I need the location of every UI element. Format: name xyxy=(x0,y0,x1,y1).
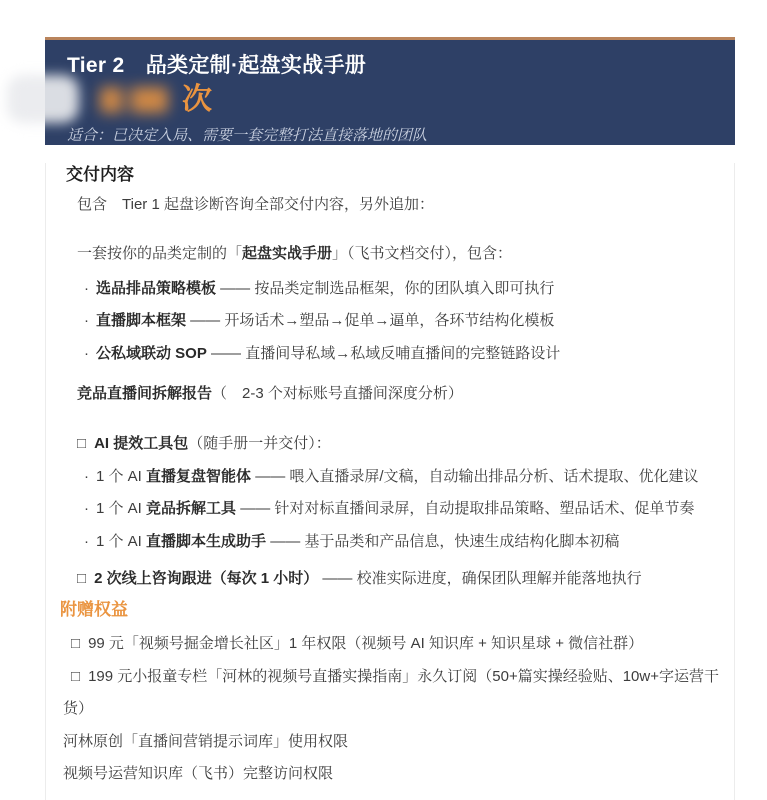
ai-toolkit-post: （随手册一并交付）： xyxy=(188,435,331,452)
bonus-item xyxy=(46,628,734,660)
bullet-icon: · xyxy=(84,280,89,297)
deliverables-heading: 交付内容 xyxy=(66,165,134,184)
bonus-item-text: 河林原创「直播间营销提示词库」使用权限 xyxy=(63,733,349,750)
competitor-report-desc: （ 2-3 个对标账号直播间深度分析） xyxy=(212,385,463,402)
ai-item xyxy=(46,493,734,525)
manual-item-name: 公私域联动 SOP xyxy=(96,345,207,362)
bonus-item-text: 199 元小报童专栏「河林的视频号直播实操指南」永久订阅（50+篇实操经验贴、10w+字运营干货） xyxy=(63,668,719,717)
checkbox-icon: □ xyxy=(77,435,87,452)
redaction-blur-blob xyxy=(7,75,79,123)
manual-item-desc: —— 直播间导私域→私域反哺直播间的完整链路设计 xyxy=(206,345,561,362)
bullet-icon: · xyxy=(84,312,89,329)
bonus-item xyxy=(46,758,734,790)
ai-item-name: 直播复盘智能体 xyxy=(146,468,252,485)
manual-item-desc: —— 按品类定制选品框架，你的团队填入即可执行 xyxy=(216,280,555,297)
manual-item xyxy=(46,273,734,305)
bullet-icon: · xyxy=(84,345,89,362)
competitor-report-name: 竞品直播间拆解报告 xyxy=(77,385,213,402)
manual-lead-post: 」（飞书文档交付），包含： xyxy=(332,245,513,262)
manual-item xyxy=(46,305,734,337)
price-row xyxy=(67,83,713,117)
ai-item-name: 直播脚本生成助手 xyxy=(146,533,267,550)
manual-lead xyxy=(46,238,734,270)
bonus-item-text: 99 元「视频号掘金增长社区」1 年权限（视频号 AI 知识库 + 知识星球 + 微信社群） xyxy=(88,635,644,652)
checkbox-icon: □ xyxy=(71,668,81,685)
ai-item-desc: —— 针对对标直播间录屏，自动提取排品策略、塑品话术、促单节奏 xyxy=(236,500,695,517)
bonus-heading: 附赠权益 xyxy=(60,600,128,619)
ai-toolkit-name: AI 提效工具包 xyxy=(94,435,189,452)
followup-item xyxy=(46,563,734,595)
ai-item-pre: 1 个 AI xyxy=(96,533,147,550)
bullet-icon: · xyxy=(84,468,89,485)
bonus-item-text: 视频号运营知识库（飞书）完整访问权限 xyxy=(63,765,334,782)
offer-card xyxy=(45,37,735,800)
ai-item-name: 竞品拆解工具 xyxy=(146,500,237,517)
price-unit: 次 xyxy=(182,83,212,116)
ai-item xyxy=(46,461,734,493)
checkbox-icon: □ xyxy=(71,635,81,652)
redacted-price-blur xyxy=(100,87,168,113)
competitor-report-item xyxy=(46,378,734,410)
followup-desc: —— 校准实际进度，确保团队理解并能落地执行 xyxy=(318,570,642,587)
tier-title: Tier 2 品类定制·起盘实战手册 xyxy=(67,54,367,77)
manual-item-desc: —— 开场话术→塑品→促单→逼单，各环节结构化模板 xyxy=(186,312,555,329)
followup-name: 2 次线上咨询跟进（每次 1 小时） xyxy=(94,570,319,587)
manual-item-name: 选品排品策略模板 xyxy=(96,280,217,297)
ai-item-pre: 1 个 AI xyxy=(96,500,147,517)
ai-item-desc: —— 喂入直播录屏/文稿，自动输出排品分析、话术提取、优化建议 xyxy=(251,468,699,485)
ai-item-pre: 1 个 AI xyxy=(96,468,147,485)
manual-lead-pre: 一套按你的品类定制的「 xyxy=(77,245,243,262)
checkbox-icon: □ xyxy=(77,570,87,587)
ai-item-desc: —— 基于品类和产品信息，快速生成结构化脚本初稿 xyxy=(266,533,620,550)
offer-card-header xyxy=(45,37,735,145)
manual-lead-name: 起盘实战手册 xyxy=(242,245,333,262)
offer-card-body xyxy=(45,163,735,800)
bullet-icon: · xyxy=(84,500,89,517)
bonus-item xyxy=(46,726,734,758)
fit-description: 适合：已决定入局、需要一套完整打法直接落地的团队 xyxy=(67,127,428,144)
bullet-icon: · xyxy=(84,533,89,550)
manual-item xyxy=(46,338,734,370)
ai-toolkit-lead xyxy=(46,428,734,460)
bonus-item xyxy=(46,661,734,725)
manual-item-name: 直播脚本框架 xyxy=(96,312,187,329)
deliverables-intro: 包含 Tier 1 起盘诊断咨询全部交付内容，另外追加： xyxy=(77,196,434,213)
ai-item xyxy=(46,526,734,558)
